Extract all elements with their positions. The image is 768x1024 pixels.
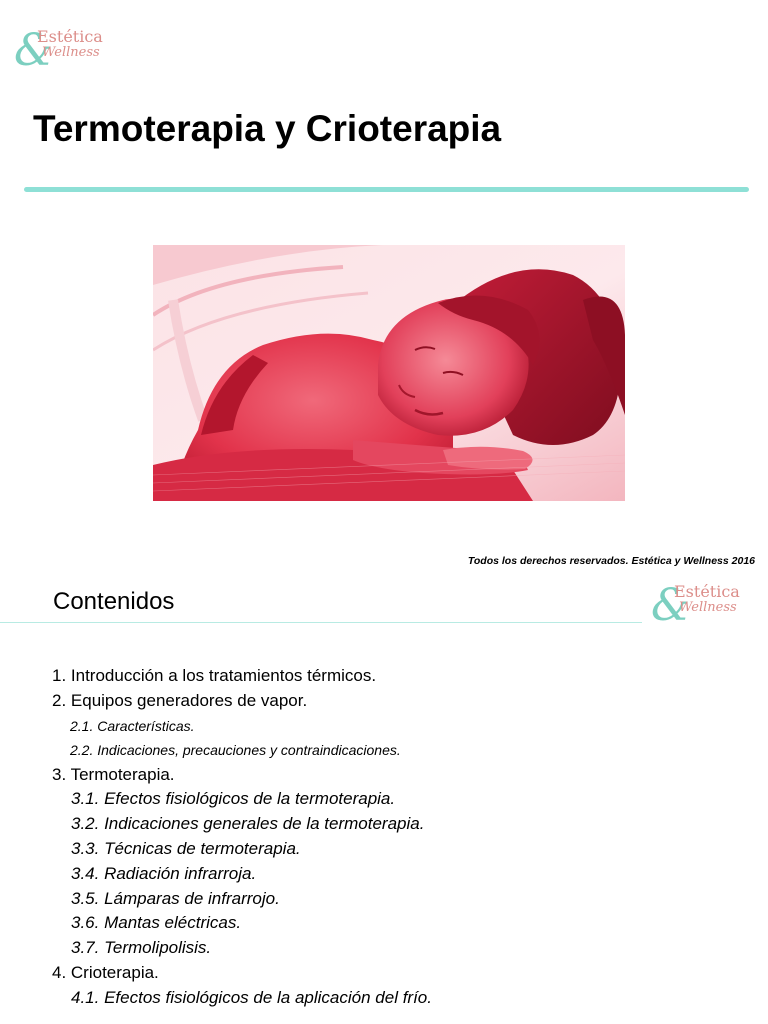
toc-subitem: 3.5. Lámparas de infrarrojo. [71,888,280,908]
logo-brand-top: Estética [674,582,740,601]
table-of-contents [52,664,752,1011]
contents-divider [0,622,642,623]
logo-brand-bottom: Wellness [42,45,100,60]
toc-subitem: 3.1. Efectos fisiológicos de la termoterapia. [71,789,396,809]
toc-item: 3. Termoterapia. [52,764,175,784]
logo-ampersand: & [14,25,54,76]
brand-logo [14,25,118,75]
logo-ampersand: & [651,580,691,631]
title-divider [24,187,749,192]
contents-heading: Contenidos [53,588,175,615]
infrared-therapy-photo [153,245,625,501]
toc-item: 4. Crioterapia. [52,962,159,982]
copyright-notice: Todos los derechos reservados. Estética y Wellness 2016 [467,555,755,567]
toc-subitem: 3.6. Mantas eléctricas. [71,913,242,933]
toc-item: 2. Equipos generadores de vapor. [52,690,308,710]
toc-subitem: 3.3. Técnicas de termoterapia. [71,838,301,858]
toc-subitem: 3.2. Indicaciones generales de la termoterapia. [71,814,425,834]
logo-brand-bottom: Wellness [679,600,737,615]
toc-subitem: 3.7. Termolipolisis. [71,938,212,958]
page-title: Termoterapia y Crioterapia [33,108,502,149]
brand-logo-secondary [651,580,755,630]
toc-subitem: 2.2. Indicaciones, precauciones y contraindicaciones. [70,742,401,759]
toc-item: 1. Introducción a los tratamientos térmicos. [52,666,377,685]
logo-brand-top: Estética [37,27,103,46]
toc-subitem: 2.1. Características. [70,717,195,734]
toc-subitem: 3.4. Radiación infrarroja. [71,863,257,883]
toc-subitem: 4.1. Efectos fisiológicos de la aplicación del frío. [71,987,432,1007]
